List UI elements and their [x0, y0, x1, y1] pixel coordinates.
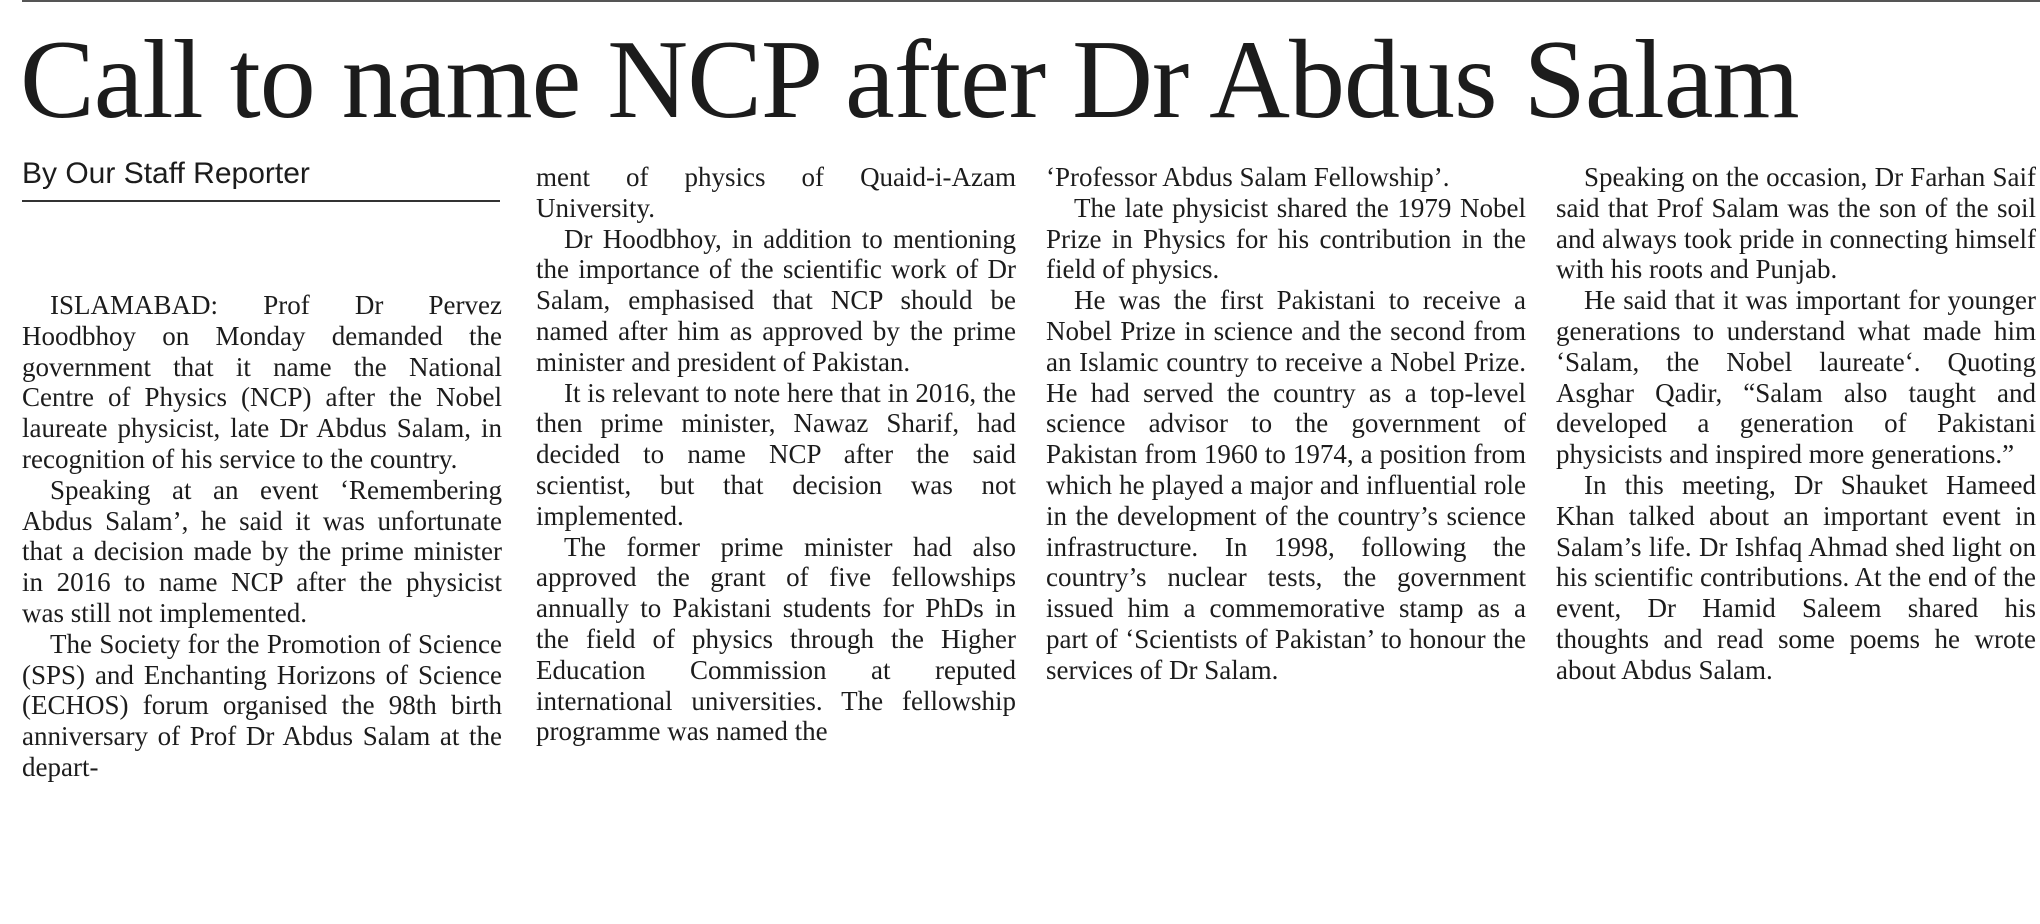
byline-rule — [22, 200, 500, 202]
article-paragraph: In this meeting, Dr Shauket Hameed Khan talked about an important event in Salam’s life. Dr Ishfaq Ahmad shed light on his scientific contributions. At the end of the event, Dr Hamid Saleem shared his thoughts and read some poems he wrote about Abdus Salam. — [1556, 469, 2036, 685]
article-paragraph: The late physicist shared the 1979 Nobel Prize in Physics for his contribution in the field of physics. — [1046, 192, 1526, 285]
article-paragraph-continued: ‘Professor Abdus Salam Fellowship’. — [1046, 162, 1450, 192]
article-column-1 — [22, 290, 502, 783]
article-paragraph: He said that it was important for younger generations to understand what made him ‘Salam, the Nobel laureate‘. Quoting Asghar Qadir, “Salam also taught and developed a generation of Pakistani physicists and inspired more generations.” — [1556, 285, 2036, 470]
article-column-3 — [1046, 162, 1526, 686]
article-paragraph: It is relevant to note here that in 2016, the then prime minister, Nawaz Sharif, had decided to name NCP after the said scientist, but that decision was not implemented. — [536, 377, 1016, 531]
article-paragraph: Speaking at an event ‘Remembering Abdus Salam’, he said it was unfortunate that a decision made by the prime minister in 2016 to name NCP after the physicist was still not implemented. — [22, 474, 502, 628]
article-paragraph: ISLAMABAD: Prof Dr Pervez Hoodbhoy on Monday demanded the government that it name the National Centre of Physics (NCP) after the Nobel laureate physicist, late Dr Abdus Salam, in recognition of his service to the country. — [22, 290, 502, 474]
article-paragraph-continued: ment of physics of Quaid-i-Azam University. — [536, 162, 1016, 223]
article-paragraph: Dr Hoodbhoy, in addition to mentioning the importance of the scientific work of Dr Salam, emphasised that NCP should be named after him as approved by the prime minister and president of Pakistan. — [536, 223, 1016, 377]
article-column-2 — [536, 162, 1016, 747]
article-paragraph: The former prime minister had also approved the grant of five fellowships annually to Pakistani students for PhDs in the field of physics through the Higher Education Commission at reputed international universities. The fellowship programme was named the — [536, 531, 1016, 747]
byline: By Our Staff Reporter — [22, 157, 310, 190]
article-column-4 — [1556, 162, 2036, 686]
headline: Call to name NCP after Dr Abdus Salam — [20, 18, 1799, 142]
article-paragraph: Speaking on the occasion, Dr Farhan Saif said that Prof Salam was the son of the soil and always took pride in connecting himself with his roots and Punjab. — [1556, 162, 2036, 285]
article-paragraph: The Society for the Promotion of Science (SPS) and Enchanting Horizons of Science (ECHOS) forum organised the 98th birth anniversary of Prof Dr Abdus Salam at the depart- — [22, 628, 502, 782]
article-paragraph: He was the first Pakistani to receive a Nobel Prize in science and the second from an Islamic country to receive a Nobel Prize. He had served the country as a top-level science advisor to the government of Pakistan from 1960 to 1974, a position from which he played a major and influential role in the development of the country’s science infrastructure. In 1998, following the country’s nuclear tests, the government issued him a commemorative stamp as a part of ‘Scientists of Pakistan’ to honour the services of Dr Salam. — [1046, 285, 1526, 685]
top-rule — [22, 0, 2040, 2]
